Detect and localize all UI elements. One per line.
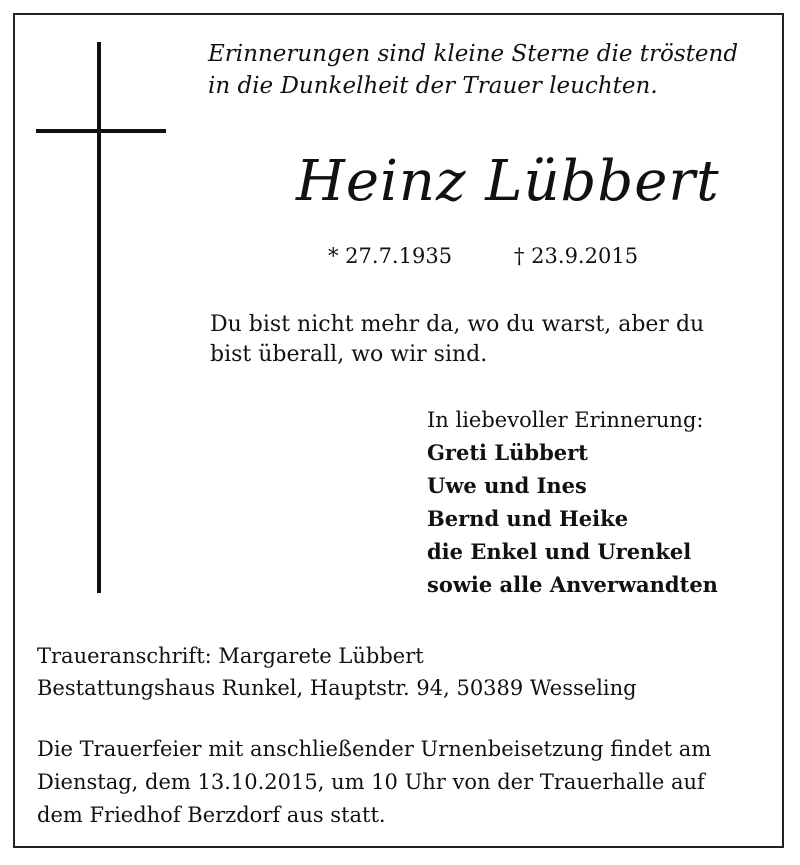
verse-line: bist überall, wo wir sind. bbox=[210, 342, 488, 367]
signatory-name: Bernd und Heike bbox=[427, 506, 629, 531]
birth-date: * 27.7.1935 bbox=[328, 244, 453, 268]
signatories-intro: In liebevoller Erinnerung: bbox=[427, 408, 704, 432]
ceremony-line: Die Trauerfeier mit anschließender Urnenbeisetzung findet am bbox=[37, 737, 712, 761]
cross-horizontal-bar bbox=[36, 129, 166, 133]
memorial-verse bbox=[210, 310, 704, 370]
signatory-name: Uwe und Ines bbox=[427, 473, 587, 498]
signatories-block bbox=[427, 404, 718, 601]
address-line: Traueranschrift: Margarete Lübbert bbox=[37, 644, 424, 668]
quote-line: Erinnerungen sind kleine Sterne die tröstend bbox=[208, 41, 739, 67]
ceremony-line: Dienstag, dem 13.10.2015, um 10 Uhr von der Trauerhalle auf bbox=[37, 770, 705, 794]
signatory-name: die Enkel und Urenkel bbox=[427, 539, 692, 564]
signatory-name: Greti Lübbert bbox=[427, 440, 588, 465]
quote-line: in die Dunkelheit der Trauer leuchten. bbox=[208, 73, 658, 99]
signatory-name: sowie alle Anverwandten bbox=[427, 572, 718, 597]
death-date: † 23.9.2015 bbox=[514, 244, 639, 268]
address-line: Bestattungshaus Runkel, Hauptstr. 94, 50389 Wesseling bbox=[37, 676, 637, 700]
mourning-address bbox=[37, 640, 637, 704]
verse-line: Du bist nicht mehr da, wo du warst, aber du bbox=[210, 312, 705, 337]
ceremony-line: dem Friedhof Berzdorf aus statt. bbox=[37, 803, 386, 827]
cross-vertical-bar bbox=[97, 42, 101, 593]
ceremony-info bbox=[37, 733, 711, 832]
deceased-name: Heinz Lübbert bbox=[296, 149, 720, 214]
memorial-quote bbox=[208, 38, 738, 102]
